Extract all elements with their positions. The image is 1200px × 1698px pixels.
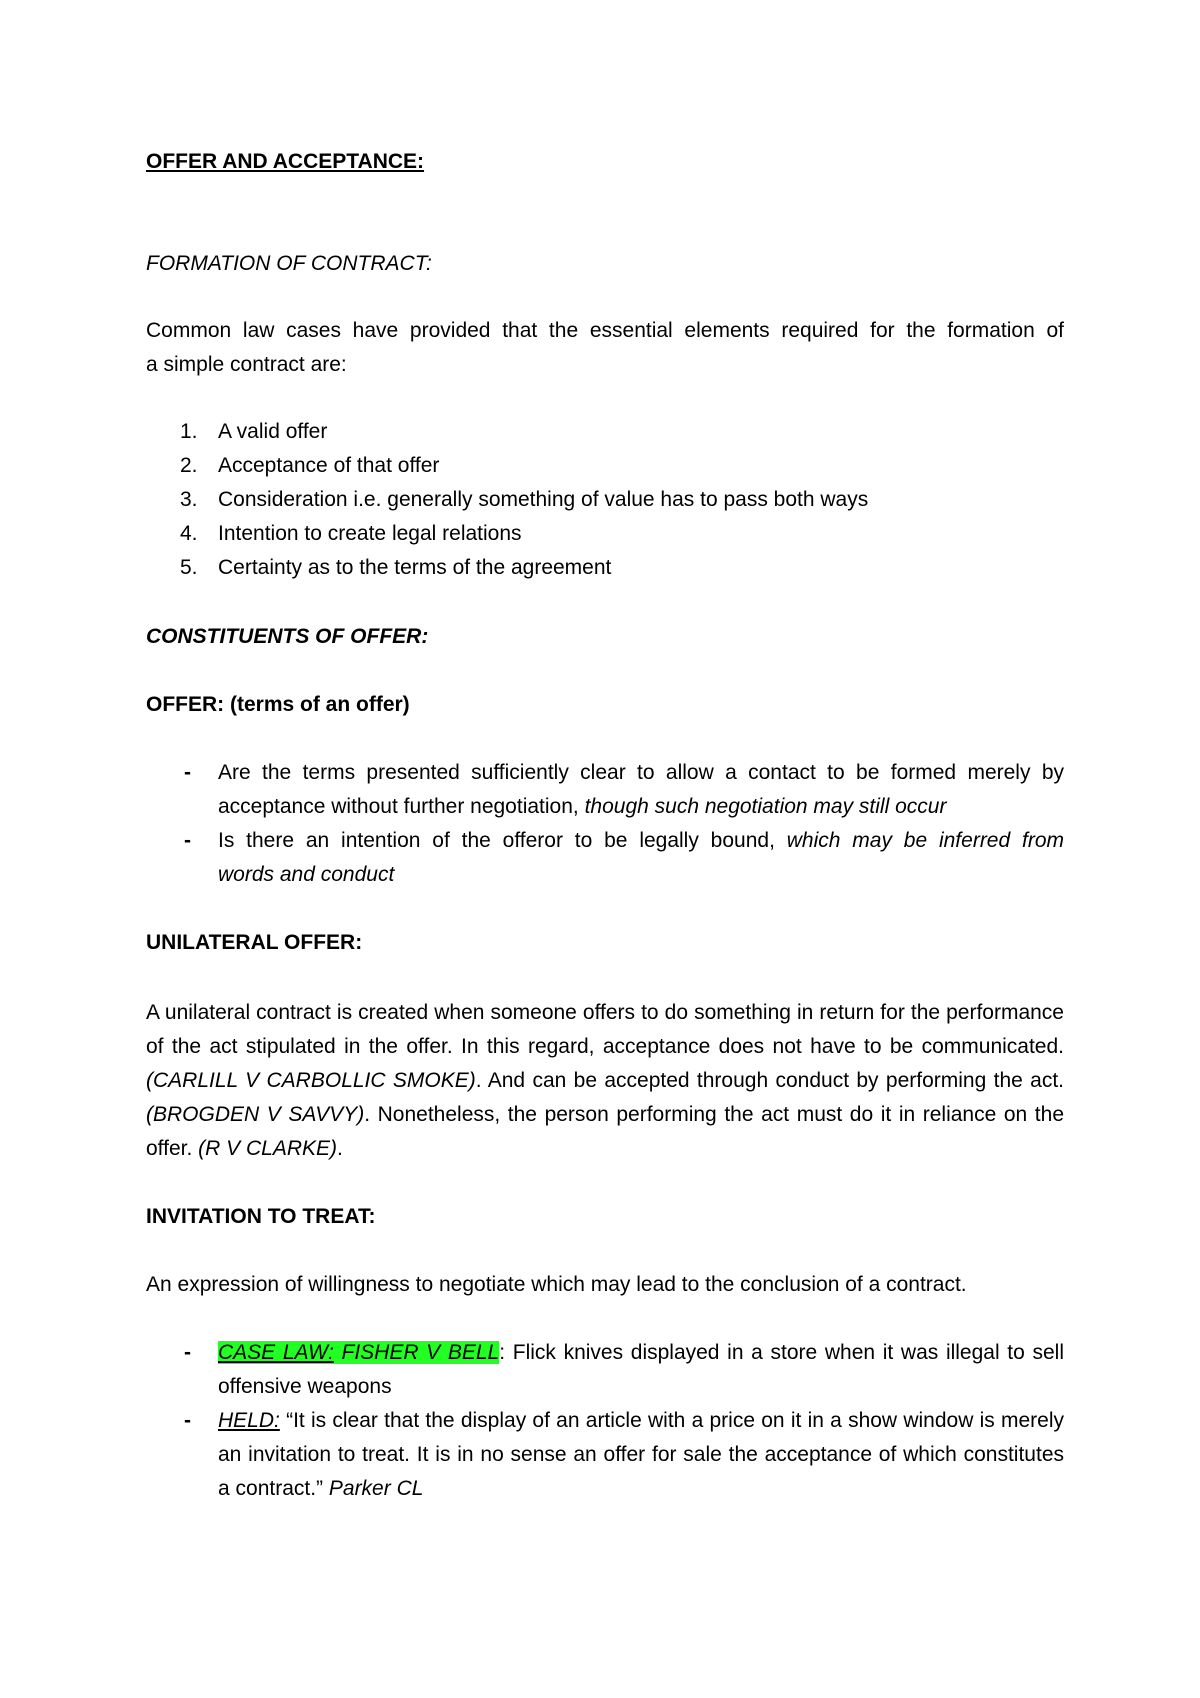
bullet-text: Are the terms presented sufficiently clear to allow a contact to be formed merely by (218, 761, 1064, 784)
formation-heading: FORMATION OF CONTRACT: (146, 252, 432, 275)
bullet-continuation (146, 1370, 1064, 1404)
invitation-heading: INVITATION TO TREAT: (146, 1205, 376, 1228)
bullet-text: acceptance without further negotiation, (218, 795, 585, 818)
bullet-item (146, 824, 1064, 858)
paragraph-text: . Nonetheless, the person performing the act must do it in reliance on the offer. (146, 1103, 1065, 1160)
unilateral-paragraph (146, 996, 1064, 1166)
list-item (146, 483, 1064, 517)
case-citation: (BROGDEN V SAVVY) (146, 1103, 365, 1126)
list-item-number: 5. (180, 556, 198, 579)
held-quote: “It is clear that the display of an article with a price on it in a show window is merely an invitation to treat. It is in no sense an offer for sale the acceptance of which constitutes a contract.” (218, 1409, 1064, 1500)
formation-intro-line1: Common law cases have provided that the essential elements required for the formation of (146, 319, 1064, 342)
bullet-marker: - (184, 761, 191, 784)
offer-subheading: OFFER: (terms of an offer) (146, 693, 410, 716)
document-title: OFFER AND ACCEPTANCE: (146, 150, 425, 173)
list-item-number: 1. (180, 420, 198, 443)
bullet-marker: - (184, 1409, 191, 1432)
list-item (146, 415, 1064, 449)
bullet-text-italic: words and conduct (218, 863, 395, 886)
list-item-text: Acceptance of that offer (218, 454, 440, 477)
list-item-number: 3. (180, 488, 198, 511)
held-judge: Parker CL (323, 1477, 424, 1500)
invitation-definition: An expression of willingness to negotiate which may lead to the conclusion of a contract. (146, 1273, 967, 1296)
list-item (146, 551, 1064, 585)
list-item (146, 449, 1064, 483)
paragraph-text: . (337, 1137, 343, 1160)
bullet-text: Is there an intention of the offeror to be legally bound, (218, 829, 787, 852)
case-text: offensive weapons (218, 1375, 392, 1398)
bullet-text-italic: which may be inferred from (786, 829, 1064, 852)
paragraph-text: A unilateral contract is created when someone offers to do something in return for the performance of the act stipulated in the offer. In this regard, acceptance does not have to be communicated. (146, 1001, 1064, 1058)
case-law-label: CASE LAW: (218, 1341, 334, 1364)
bullet-marker: - (184, 829, 191, 852)
case-name: FISHER V BELL (333, 1341, 500, 1364)
unilateral-heading: UNILATERAL OFFER: (146, 931, 363, 954)
bullet-item (146, 756, 1064, 790)
case-highlight (218, 1341, 499, 1364)
list-item (146, 517, 1064, 551)
held-label: HELD: (218, 1409, 280, 1432)
bullet-item (146, 1336, 1064, 1370)
list-item-text: A valid offer (218, 420, 328, 443)
bullet-continuation (146, 790, 1064, 824)
case-text: : Flick knives displayed in a store when it was illegal to sell (499, 1341, 1065, 1364)
constituents-heading: CONSTITUENTS OF OFFER: (146, 625, 429, 648)
list-item-number: 2. (180, 454, 198, 477)
list-item-text: Intention to create legal relations (218, 522, 522, 545)
held-paragraph (218, 1404, 1064, 1506)
case-citation: (R V CLARKE) (198, 1137, 338, 1160)
bullet-marker: - (184, 1341, 191, 1364)
bullet-continuation (146, 858, 1064, 892)
paragraph-text: . And can be accepted through conduct by performing the act. (475, 1069, 1064, 1092)
formation-intro-line2: a simple contract are: (146, 353, 347, 376)
list-item-text: Certainty as to the terms of the agreement (218, 556, 612, 579)
list-item-number: 4. (180, 522, 198, 545)
list-item-text: Consideration i.e. generally something of value has to pass both ways (218, 488, 869, 511)
bullet-text-italic: though such negotiation may still occur (584, 795, 947, 818)
case-citation: (CARLILL V CARBOLLIC SMOKE) (146, 1069, 476, 1092)
